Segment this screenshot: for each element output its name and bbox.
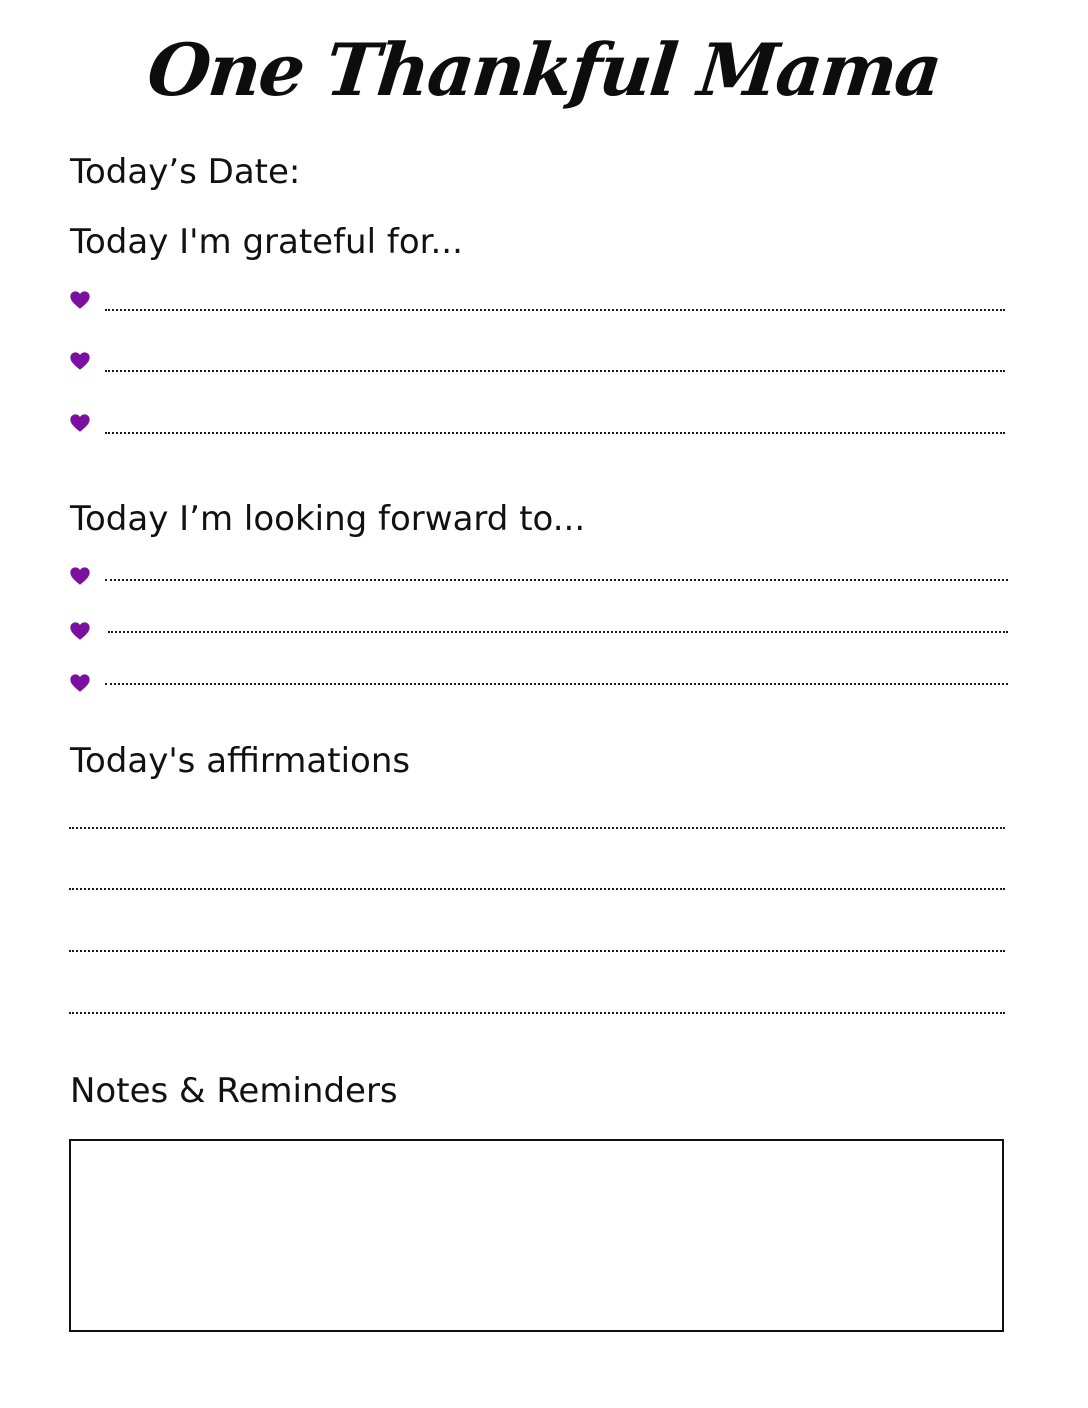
- affirmation-line-4[interactable]: [69, 1012, 1005, 1014]
- heart-icon: [69, 565, 91, 587]
- affirmation-line-1[interactable]: [69, 827, 1005, 829]
- forward-heading: Today I’m looking forward to...: [70, 499, 586, 539]
- grateful-line-2[interactable]: [105, 370, 1005, 372]
- heart-icon: [69, 350, 91, 372]
- heart-icon: [69, 412, 91, 434]
- affirmation-line-3[interactable]: [69, 950, 1005, 952]
- forward-line-2[interactable]: [108, 631, 1008, 633]
- date-label: Today’s Date:: [70, 152, 301, 192]
- forward-line-1[interactable]: [105, 579, 1008, 581]
- heart-icon: [69, 672, 91, 694]
- heart-icon: [69, 289, 91, 311]
- notes-box[interactable]: [69, 1139, 1004, 1332]
- grateful-line-1[interactable]: [105, 309, 1005, 311]
- page-title: One Thankful Mama: [143, 27, 945, 112]
- forward-line-3[interactable]: [105, 683, 1008, 685]
- affirmations-heading: Today's affirmations: [70, 741, 411, 781]
- notes-heading: Notes & Reminders: [70, 1071, 398, 1111]
- grateful-heading: Today I'm grateful for...: [70, 222, 463, 262]
- heart-icon: [69, 620, 91, 642]
- grateful-line-3[interactable]: [105, 432, 1005, 434]
- affirmation-line-2[interactable]: [69, 888, 1005, 890]
